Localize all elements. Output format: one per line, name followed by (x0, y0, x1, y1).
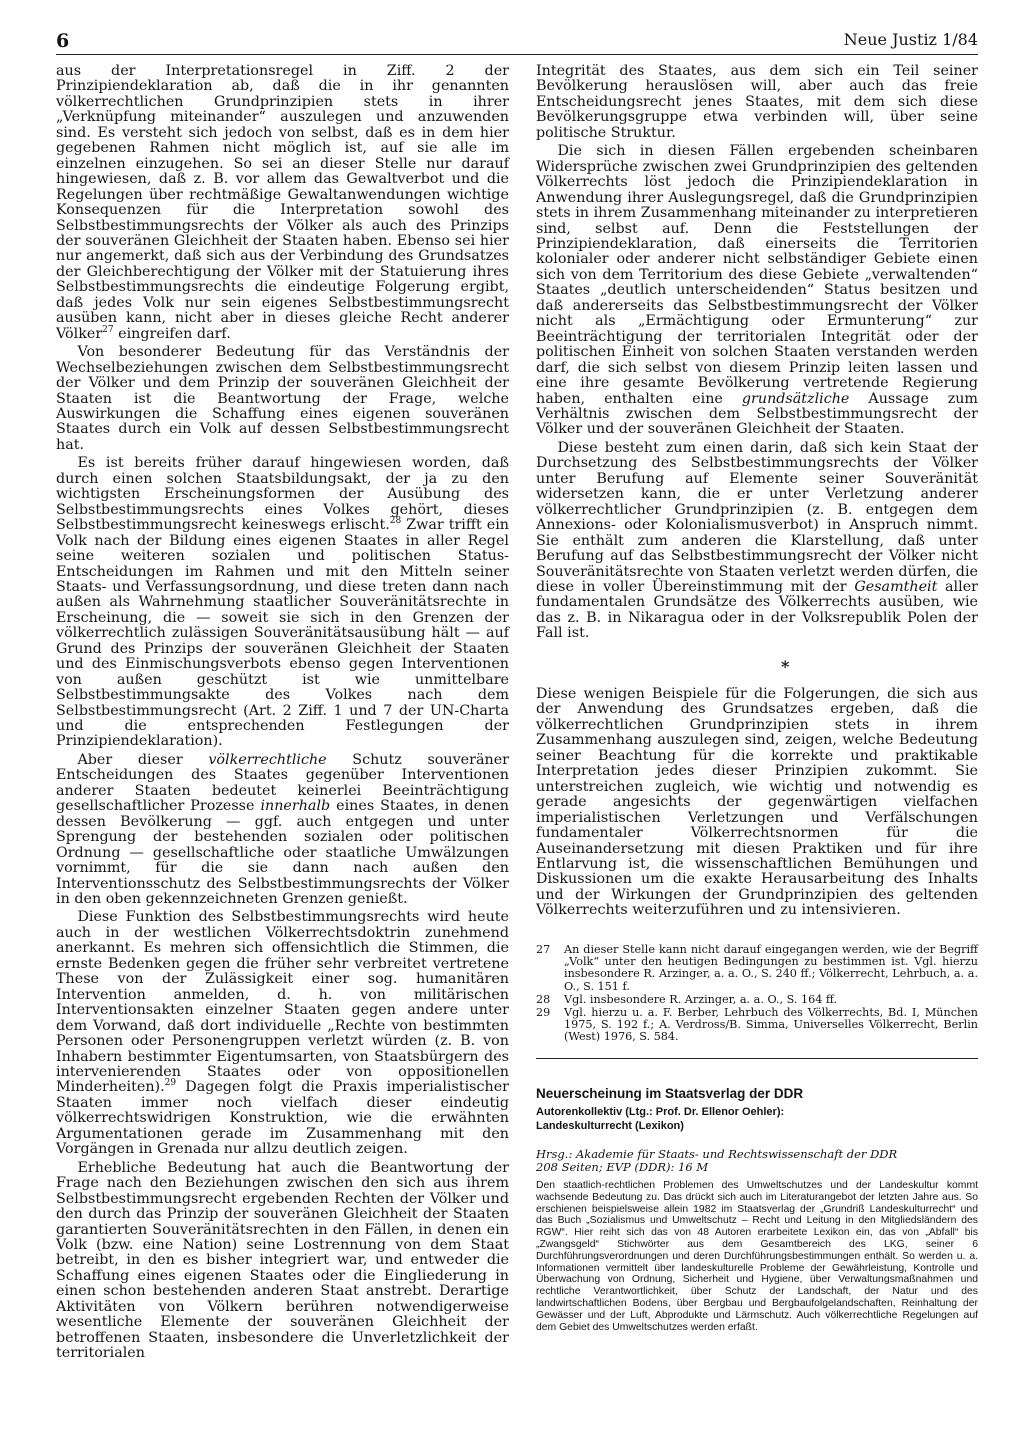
footnote-ref: 29 (164, 1078, 177, 1089)
news-publisher: Hrsg.: Akademie für Staats- und Rechtswissenschaft der DDR (536, 1147, 898, 1161)
section-divider (536, 1058, 978, 1059)
emphasis: innerhalb (260, 798, 331, 815)
emphasis: grundsätzliche (741, 390, 850, 407)
footnote (536, 1007, 978, 1044)
footnote-number: 27 (536, 943, 551, 956)
news-heading: Neuerscheinung im Staatsverlag der DDR (536, 1086, 804, 1101)
right-column (536, 64, 978, 642)
footnote-text: An dieser Stelle kann nicht darauf eingegangen werden, wie der Begriff „Volk“ unter den heutigen Bedingungen zu bestimmen ist. Vgl. hierzu insbesondere R. Arzinger, a. a. O., S. 240 ff.; Völkerrecht, Lehrbuch, a. a. O., S. 151 f. (564, 943, 978, 993)
paragraph: Die sich in diesen Fällen ergebenden scheinbaren Widersprüche zwischen zwei Grundprinzipien des geltenden Völkerrechts löst jedoch die Prinzipiendeklaration in Anwendung ihrer Auslegungsregel, daß die Grundprinzipien stets in ihrem Zusammenhang miteinander zu interpretieren sind, selbst auf. Denn die Feststellungen der Prinzipiendeklaration, daß einerseits die Territorien kolonialer oder anderer nicht selbständiger Gebiete einen sich von dem Territorium des diese Gebiete „verwaltenden“ Staates „deutlich unterscheidenden“ Status besitzen und daß andererseits das Selbstbestimmungsrecht der Völker nicht als „Ermächtigung oder Ermunterung“ zur Beeinträchtigung der territorialen Integrität oder der politischen Einheit von solchen Staaten verstanden werden darf, die sich selbst von diesem Prinzip leiten lassen und eine ihre gesamte Bevölkerung vertretende Regierung haben, enthalten eine grundsätzliche Aussage zum Verhältnis zwischen dem Selbstbestimmungsrecht der Völker und der souveränen Gleichheit der Staaten. (536, 143, 978, 438)
paragraph: Von besonderer Bedeutung für das Verständnis der Wechselbeziehungen zwischen dem Selbstbestimmungsrecht der Völker und dem Prinzip der souveränen Gleichheit der Staaten ist die Beantwortung der Frage, welche Auswirkungen die Schaffung eines eigenen souveränen Staates durch ein Volk auf dessen Selbstbestimmungsrecht hat. (56, 344, 509, 453)
news-details: 208 Seiten; EVP (DDR): 16 M (536, 1160, 709, 1174)
left-column (56, 64, 509, 1362)
footnote-number: 29 (536, 1006, 551, 1020)
page-header (56, 24, 978, 55)
footnote-ref: 28 (389, 516, 402, 527)
footnote-text: Vgl. hierzu u. a. F. Berber, Lehrbuch des Völkerrechts, Bd. I, München 1975, S. 192 f.; A. Verdross/B. Simma, Universelles Völkerrecht, Berlin (West) 1976, S. 584. (564, 1006, 978, 1044)
emphasis: völkerrechtliche (208, 751, 327, 768)
paragraph: Es ist bereits früher darauf hingewiesen worden, daß durch einen solchen Staatsbildungsakt, der ja zu den wichtigsten Erscheinungsformen der Ausübung des Selbstbestimmungsrechts eines Volkes gehört, dieses Selbstbestimmungsrecht keineswegs erlischt.$^{28}$ Zwar trifft ein Volk nach der Bildung eines eigenen Staates in aller Regel seine weiteren sozialen und politischen Status-Entscheidungen im Rahmen und mit den Mitteln seiner Staats- und Verfassungsordnung, und diese treten dann nach außen als Wahrnehmung staatlicher Souveränitätsrechte in Erscheinung, die — soweit sie sich in den Grenzen der völkerrechtlich zulässigen Souveränitätsausübung hält — auf Grund des Prinzips der souveränen Gleichheit der Staaten und des Einmischungsverbots ebenso gegen Interventionen von außen geschützt ist wie unmittelbare Selbstbestimmungsakte des Volkes nach dem Selbstbestimmungsrecht (Art. 2 Ziff. 1 und 7 der UN-Charta und die entsprechenden Festlegungen der Prinzipiendeklaration). (56, 455, 509, 750)
conclusion-column (536, 687, 978, 919)
section-separator: * (781, 657, 790, 676)
paragraph: aus der Interpretationsregel in Ziff. 2 der Prinzipiendeklaration ab, daß die in ihr genannten völkerrechtlichen Grundprinzipien stets in ihrer „Verknüpfung miteinander“ auszulegen und anzuwenden sind. Es versteht sich jedoch von selbst, daß es in dem hier gegebenen Rahmen nicht möglich ist, auf sie alle im einzelnen einzugehen. So sei an dieser Stelle nur darauf hingewiesen, daß z. B. vor allem das Gewaltverbot und die Regelungen über rechtmäßige Gewaltanwendungen wichtige Konsequenzen für die Interpretation sowohl des Selbstbestimmungsrechts der Völker als auch des Prinzips der souveränen Gleichheit der Staaten haben. Ebenso sei hier nur angemerkt, daß sich aus der Verbindung des Grundsatzes der Gleichberechtigung der Völker mit der Statuierung ihres Selbstbestimmungsrechts die eindeutige Folgerung ergibt, daß jedes Volk nur sein eigenes Selbstbestimmungsrecht ausüben kann, nicht aber in dieses gleiche Recht anderer Völker$^{27}$ eingreifen darf. (56, 63, 509, 342)
footnote (536, 994, 978, 1006)
footnote-text: Vgl. insbesondere R. Arzinger, a. a. O., S. 164 ff. (564, 992, 838, 1006)
paragraph: Diese besteht zum einen darin, daß sich kein Staat der Durchsetzung des Selbstbestimmungsrechts der Völker unter Berufung auf Elemente seiner Souveränität widersetzen kann, die er unter Verletzung anderer völkerrechtlicher Grundprinzipien (z. B. entgegen dem Annexions- oder Kolonialismusverbot) in Anspruch nimmt. Sie enthält zum anderen die Klarstellung, daß unter Berufung auf das Selbstbestimmungsrecht der Völker nicht Souveränitätsrechte von Staaten verletzt werden dürfen, die diese in voller Übereinstimmung mit der Gesamtheit aller fundamentalen Grundsätze des Völkerrechts ausüben, wie das z. B. in Nikaragua oder in der Volksrepublik Polen der Fall ist. (536, 439, 978, 642)
footnotes (536, 944, 978, 1045)
news-book-info (536, 1106, 978, 1133)
emphasis: Gesamtheit (854, 578, 938, 595)
news-text: Den staatlich-rechtlichen Problemen des Umweltschutzes und der Landeskultur kommt wachsende Bedeutung zu. Das drückt sich auch im Literaturangebot der letzten Jahre aus. So erschienen beispielsweise allein 1982 im Staatsverlag der „Grundriß Landeskulturrecht“ und das Buch „Sozialismus und Umweltschutz – Recht und Leitung in den Mitgliedsländern des RGW“. Hier reiht sich das von 48 Autoren erarbeitete Lexikon ein, das von „Abfall“ bis „Zwangsgeld“ Stichwörter aus dem Gesamtbereich des LKG, seiner 6 Durchführungsverordnungen und deren Durchführungsbestimmungen enthält. So werden u. a. Informationen vermittelt über landeskulturelle Probleme der Gewährleistung, Kontrolle und Überwachung von Ordnung, Sicherheit und Hygiene, über Verwaltungsmaßnahmen und rechtliche Verantwortlichkeit, über Schutz der Landschaft, der Natur und des landwirtschaftlichen Bodens, über Bergbau und Bergbaufolgelandschaften, Reinhaltung der Gewässer und der Luft, Abprodukte und Lärmschutz. Auch völkerrechtliche Regelungen auf dem Gebiet des Umweltschutzes werden erfaßt. (536, 1180, 978, 1333)
footnote (536, 944, 978, 993)
page-number: 6 (56, 30, 70, 52)
footnote-ref: 27 (102, 324, 114, 335)
journal-issue: Neue Justiz 1/84 (843, 30, 978, 49)
news-authors: Autorenkollektiv (Ltg.: Prof. Dr. Ellenor Oehler): (536, 1106, 785, 1118)
paragraph: Integrität des Staates, aus dem sich ein Teil seiner Bevölkerung herauslösen will, aber auch das freie Entscheidungsrecht jenes Staates, mit dem sich diese Bevölkerungsgruppe etwa verbinden will, über seine politische Struktur. (536, 63, 978, 141)
footnote-number: 28 (536, 992, 551, 1006)
paragraph: Erhebliche Bedeutung hat auch die Beantwortung der Frage nach den Beziehungen zwischen den sich aus ihrem Selbstbestimmungsrecht ergebenden Rechten der Völker und den durch das Prinzip der souveränen Gleichheit der Staaten garantierten Souveränitätsrechten in den Fällen, in denen ein Volk (bzw. eine Nation) seine Lostrennung von dem Staat betreibt, in den es bisher integriert war, und entweder die Schaffung eines eigenen Staates oder die Eingliederung in einen schon bestehenden anderen Staat anstrebt. Derartige Aktivitäten von Völkern berühren notwendigerweise wesentliche Elemente der souveränen Gleichheit der betroffenen Staaten, insbesondere die Unverletzlichkeit der territorialen (56, 1159, 509, 1362)
news-publisher-info (536, 1148, 978, 1174)
paragraph: Diese Funktion des Selbstbestimmungsrechts wird heute auch in der westlichen Völkerrechtsdoktrin zunehmend anerkannt. Es mehren sich offensichtlich die Stimmen, die ernste Bedenken gegen die früher sehr verbreitet vertretene These von der Zulässigkeit einer sog. humanitären Intervention anmelden, d. h. von militärischen Interventionsakten einzelner Staaten gegen andere unter dem Vorwand, daß dort individuelle „Rechte von bestimmten Personen oder Personengruppen verletzt würden (z. B. von Inhabern bestimmter Eigentumsarten, von Staatsbürgern des intervenierenden Staates oder von oppositionellen Minderheiten).$^{29}$ Dagegen folgt die Praxis imperialistischer Staaten immer noch vielfach dieser eindeutig völkerrechtswidrigen Konstruktion, wie die erwähnten Argumentationen gerade im Zusammenhang mit den Vorgängen in Grenada nur allzu deutlich zeigen. (56, 909, 509, 1158)
paragraph: Aber dieser völkerrechtliche Schutz souveräner Entscheidungen des Staates gegenüber Interventionen anderer Staaten bedeutet keinerlei Beeinträchtigung gesellschaftlicher Prozesse innerhalb eines Staates, in denen dessen Bevölkerung — ggf. auch entgegen und unter Sprengung der bestehenden sozialen oder politischen Ordnung — gesellschaftliche oder staatliche Umwälzungen vornimmt, für die sie dann nach außen den Interventionsschutz des Selbstbestimmungsrechts der Völker in den oben gekennzeichneten Grenzen genießt. (56, 751, 509, 908)
conclusion-paragraph: Diese wenigen Beispiele für die Folgerungen, die sich aus der Anwendung des Grundsatzes ergeben, daß die völkerrechtlichen Grundprinzipien stets in ihrem Zusammenhang auszulegen sind, zeigen, welche Bedeutung seiner Beachtung für die korrekte und praktikable Interpretation jedes dieser Prinzipien zukommt. Sie unterstreichen zugleich, wie wichtig und notwendig es gerade angesichts der gegenwärtigen vielfachen imperialistischen Verletzungen und Verfälschungen fundamentaler Völkerrechtsnormen für die Auseinandersetzung mit diesen Praktiken und für ihre Entlarvung ist, die wissenschaftlichen Bemühungen und Diskussionen um die exakte Herausarbeitung des Inhalts und der Wirkungen der Grundprinzipien des geltenden Völkerrechts weiterzuführen und zu intensivieren. (536, 686, 978, 919)
news-book-title: Landeskulturrecht (Lexikon) (536, 1119, 684, 1132)
